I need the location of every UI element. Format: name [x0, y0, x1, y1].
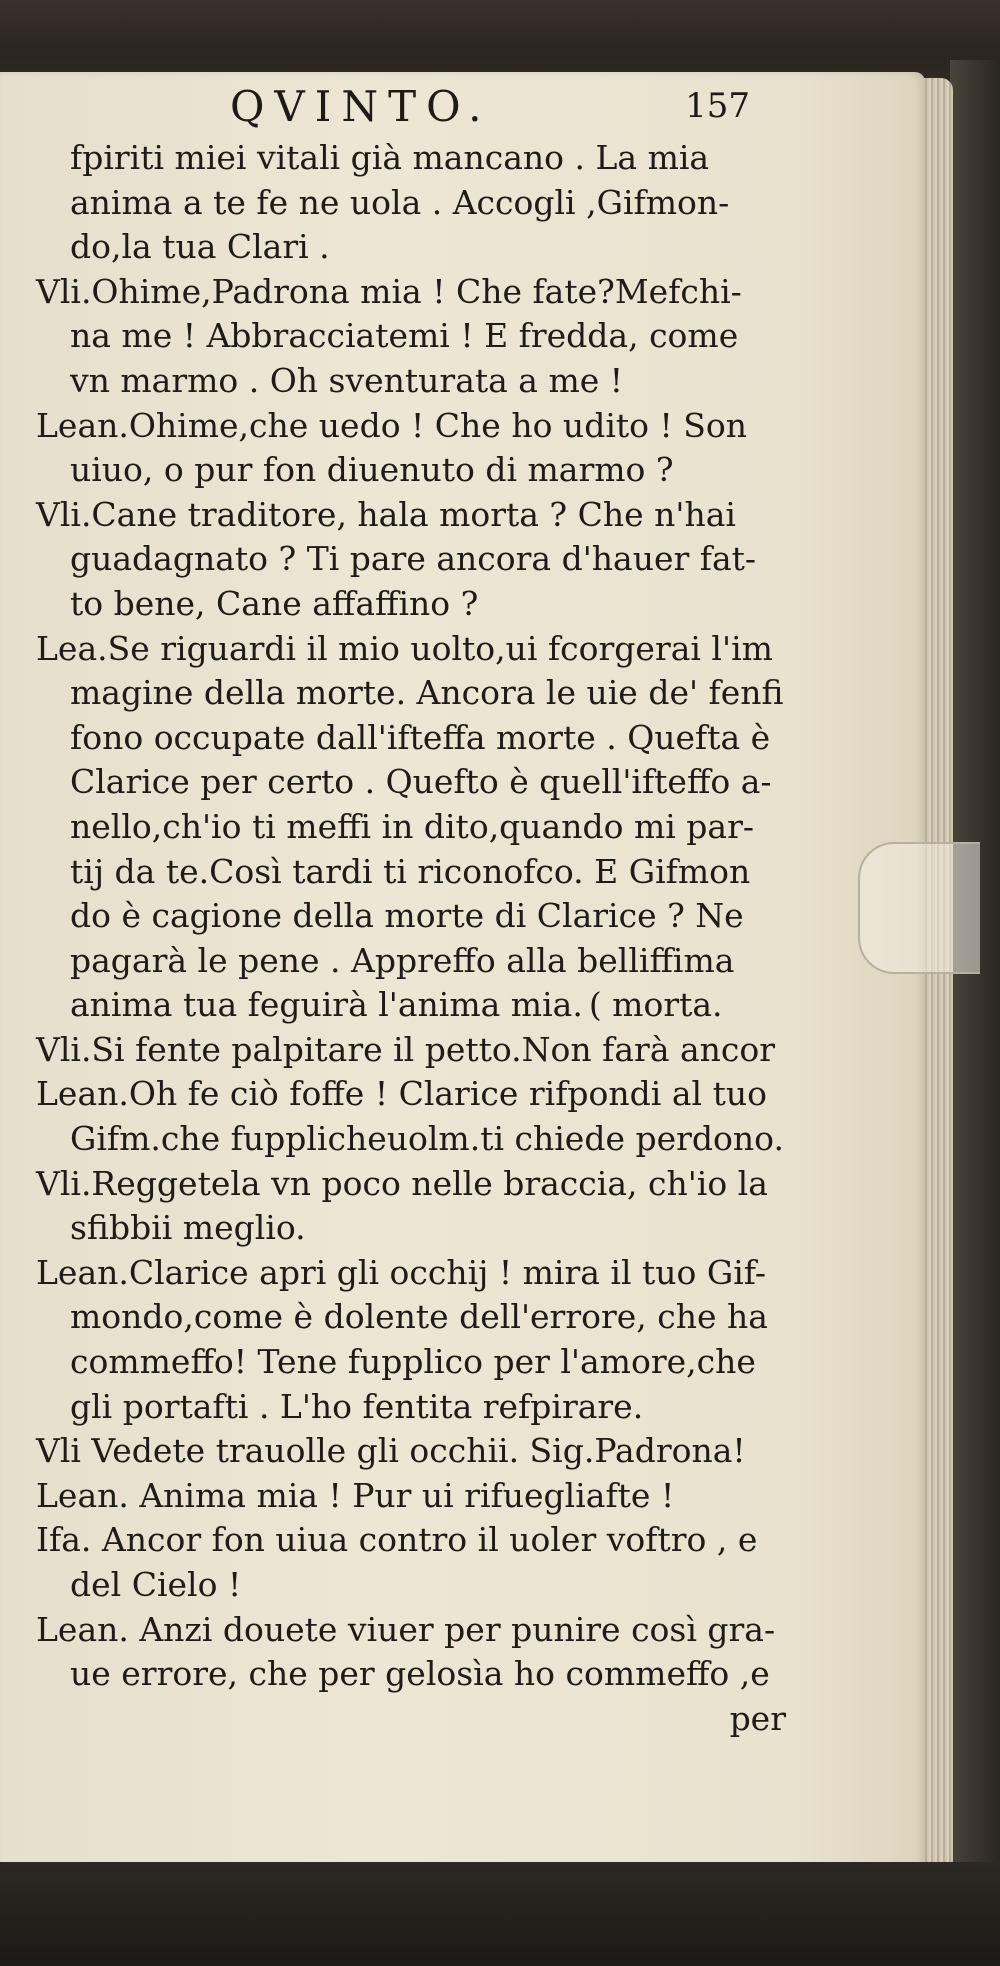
text-line [36, 939, 786, 984]
text-line [36, 1608, 786, 1653]
line-text: Lea.Se riguardi il mio uolto,ui fcorgerai l'im [36, 628, 773, 668]
line-text: Ifa. Ancor fon uiua contro il uoler voftro , e [36, 1520, 758, 1560]
line-text: mondo,come è dolente dell'errore, che ha [70, 1297, 768, 1337]
line-text: fono occupate dall'ifteffa morte . Quefta è [70, 717, 771, 757]
line-text: nello,ch'io ti meffi in dito,quando mi par- [70, 806, 755, 846]
text-line [36, 1251, 786, 1296]
line-text: commeffo! Tene fupplico per l'amore,che [70, 1342, 756, 1382]
text-line [36, 1206, 786, 1251]
line-text: Vli.Ohime,Padrona mia ! Che fate?Mefchi- [36, 271, 742, 311]
text-line [36, 627, 786, 672]
text-line [36, 805, 786, 850]
line-text: Vli Vedete trauolle gli occhii. Sig.Padrona! [36, 1431, 746, 1471]
line-text: del Cielo ! [70, 1565, 242, 1604]
text-line [36, 1652, 786, 1697]
text-block [36, 136, 786, 1741]
text-line [36, 493, 786, 538]
text-line [36, 671, 786, 716]
text-line [36, 1072, 786, 1117]
text-line [36, 983, 786, 1028]
text-line [36, 1028, 786, 1073]
background-bottom [0, 1862, 1000, 1966]
text-line [36, 1385, 786, 1430]
text-line [36, 404, 786, 449]
running-head: QVINTO. [230, 82, 492, 131]
text-line [36, 1474, 786, 1519]
page-clip [858, 842, 980, 974]
text-line [36, 314, 786, 359]
text-line [36, 448, 786, 493]
page-header [230, 82, 750, 142]
text-line [36, 225, 786, 270]
line-text: do è cagione della morte di Clarice ? Ne [70, 896, 744, 936]
stage-direction: ( morta. [588, 985, 723, 1025]
text-line [36, 1162, 786, 1207]
line-text: na me ! Abbracciatemi ! E fredda, come [70, 316, 739, 356]
line-text: do,la tua Clari . [70, 227, 330, 267]
line-text: ue errore, che per gelosìa ho commeffo ,e [70, 1654, 770, 1694]
text-line [36, 582, 786, 627]
line-text: magine della morte. Ancora le uie de' fenfi [70, 673, 784, 713]
line-text: anima tua feguirà l'anima mia. [70, 985, 583, 1025]
line-text: gli portafti . L'ho fentita refpirare. [70, 1386, 644, 1426]
line-text: uiuo, o pur fon diuenuto di marmo ? [70, 450, 674, 490]
line-text: Vli.Cane traditore, hala morta ? Che n'hai [36, 494, 736, 534]
line-text: anima a te fe ne uola . Accogli ,Gifmon- [70, 182, 730, 222]
text-line [36, 270, 786, 315]
text-line [36, 1295, 786, 1340]
text-line [36, 894, 786, 939]
line-text: to bene, Cane affaffino ? [70, 583, 479, 623]
catchword: per [729, 1698, 786, 1738]
line-text: Lean. Anzi douete viuer per punire così gra- [36, 1609, 776, 1649]
line-text: Lean. Anima mia ! Pur ui rifuegliafte ! [36, 1475, 675, 1515]
text-line [36, 716, 786, 761]
text-line [36, 760, 786, 805]
line-text: Lean.Ohime,che uedo ! Che ho udito ! Son [36, 405, 747, 445]
line-text: Gifm.che fupplicheuolm.ti chiede perdono. [70, 1119, 784, 1159]
line-text: pagarà le pene . Appreffo alla belliffima [70, 940, 735, 980]
text-line [36, 1340, 786, 1385]
text-line [36, 1429, 786, 1474]
text-line [36, 1117, 786, 1162]
line-text: vn marmo . Oh sventurata a me ! [70, 360, 624, 400]
text-line [36, 181, 786, 226]
text-line [36, 359, 786, 404]
background-top [0, 0, 1000, 80]
text-line [36, 1563, 786, 1608]
line-text: tij da te.Così tardi ti riconofco. E Gifmon [70, 851, 751, 891]
line-text: Vli.Si fente palpitare il petto.Non farà ancor [36, 1029, 776, 1069]
text-line [36, 1518, 786, 1563]
line-text: sfibbii meglio. [70, 1208, 306, 1248]
line-text: fpiriti miei vitali già mancano . La mia [70, 138, 710, 177]
line-text: Lean.Clarice apri gli occhij ! mira il tuo Gif- [36, 1252, 766, 1292]
page-number: 157 [685, 86, 750, 126]
line-text: Lean.Oh fe ciò foffe ! Clarice rifpondi al tuo [36, 1074, 767, 1114]
line-text: guadagnato ? Ti pare ancora d'hauer fat- [70, 539, 757, 579]
text-line [36, 537, 786, 582]
text-line [36, 850, 786, 895]
line-text: Vli.Reggetela vn poco nelle braccia, ch'io la [36, 1163, 768, 1203]
line-text: Clarice per certo . Quefto è quell'ifteffo a- [70, 762, 772, 802]
text-line [36, 136, 786, 181]
